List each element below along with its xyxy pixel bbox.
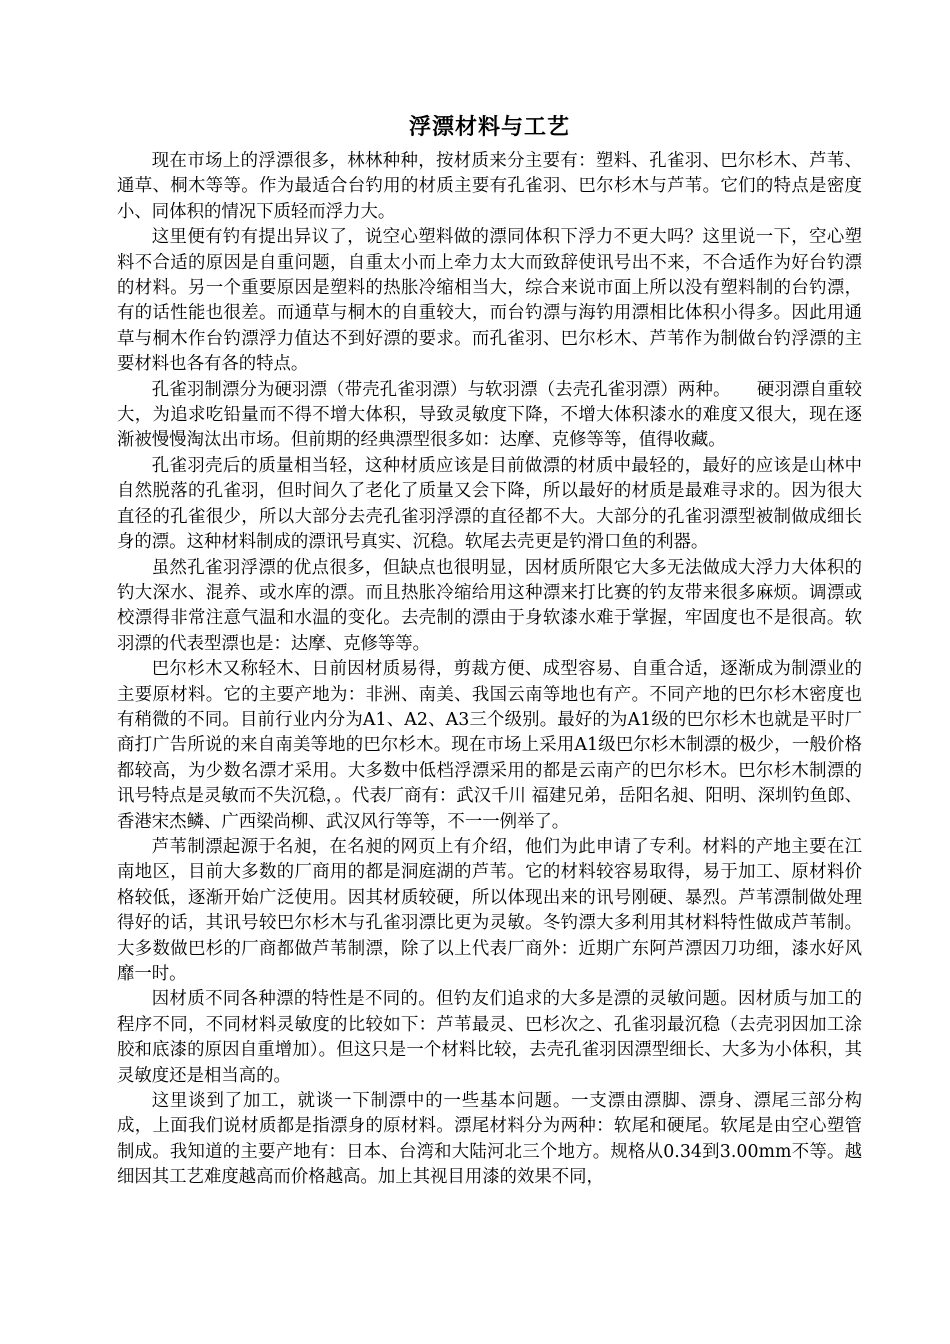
paragraph-8: 因材质不同各种漂的特性是不同的。但钓友们追求的大多是漂的灵敏问题。因材质与加工的程序不同，不同材料灵敏度的比较如下：芦苇最灵、巴杉次之、孔雀羽最沉稳（去壳羽因加工涂胶和底漆的原因自重增加）。但这只是一个材料比较，去壳孔雀羽因漂型细长、大多为小体积，其灵敏度还是相当高的。 [117,989,862,1086]
paragraph-9: 这里谈到了加工，就谈一下制漂中的一些基本问题。一支漂由漂脚、漂身、漂尾三部分构成，上面我们说材质都是指漂身的原材料。漂尾材料分为两种：软尾和硬尾。软尾是由空心塑管制成。我知道的主要产地有：日本、台湾和大陆河北三个地方。规格从0.34到3.00mm不等。越细因其工艺难度越高而价格越高。加上其视目用漆的效果不同， [117,1091,862,1188]
document-title: 浮漂材料与工艺 [408,115,570,140]
paragraph-4: 孔雀羽壳后的质量相当轻，这种材质应该是目前做漂的材质中最轻的，最好的应该是山林中自然脱落的孔雀羽，但时间久了老化了质量又会下降，所以最好的材质是最难寻求的。因为很大直径的孔雀很少，所以大部分去壳孔雀羽浮漂的直径都不大。大部分的孔雀羽漂型被制做成细长身的漂。这种材料制成的漂讯号真实、沉稳。软尾去壳更是钓滑口鱼的利器。 [117,455,862,553]
paragraph-1: 现在市场上的浮漂很多，林林种种，按材质来分主要有：塑料、孔雀羽、巴尔杉木、芦苇、通草、桐木等等。作为最适合台钓用的材质主要有孔雀羽、巴尔杉木与芦苇。它们的特点是密度小、同体积的情况下质轻而浮力大。 [117,151,862,222]
document-page [117,100,862,1191]
paragraph-7: 芦苇制漂起源于名昶，在名昶的网页上有介绍，他们为此申请了专利。材料的产地主要在江南地区，目前大多数的厂商用的都是洞庭湖的芦苇。它的材料较容易取得，易于加工、原材料价格较低，逐渐开始广泛使用。因其材质较硬，所以体现出来的讯号刚硬、暴烈。芦苇漂制做处理得好的话，其讯号较巴尔杉木与孔雀羽漂比更为灵敏。冬钓漂大多利用其材料特性做成芦苇制。大多数做巴杉的厂商都做芦苇制漂，除了以上代表厂商外：近期广东阿芦漂因刀功细，漆水好风靡一时。 [117,836,862,984]
paragraph-3: 孔雀羽制漂分为硬羽漂（带壳孔雀羽漂）与软羽漂（去壳孔雀羽漂）两种。 硬羽漂自重较大，为追求吃铅量而不得不增大体积，导致灵敏度下降，不增大体积漆水的难度又很大，现在逐渐被慢慢淘汰出市场。但前期的经典漂型很多如：达摩、克修等等，值得收藏。 [117,379,862,451]
paragraph-2: 这里便有钓有提出异议了，说空心塑料做的漂同体积下浮力不更大吗？这里说一下，空心塑料不合适的原因是自重问题，自重太小而上牵力太大而致辞使讯号出不来，不合适作为好台钓漂的材料。另一个重要原因是塑料的热胀冷缩相当大，综合来说市面上所以没有塑料制的台钓漂，有的话性能也很差。而通草与桐木的自重较大，而台钓漂与海钓用漂相比体积小得多。因此用通草与桐木作台钓漂浮力值达不到好漂的要求。而孔雀羽、巴尔杉木、芦苇作为制做台钓浮漂的主要材料也各有各的特点。 [117,227,862,375]
paragraph-6: 巴尔杉木又称轻木、日前因材质易得，剪裁方便、成型容易、自重合适，逐渐成为制漂业的主要原材料。它的主要产地为：非洲、南美、我国云南等地也有产。不同产地的巴尔杉木密度也有稍微的不同。目前行业内分为A1、A2、A3三个级别。最好的为A1级的巴尔杉木也就是平时厂商打广告所说的来自南美等地的巴尔杉木。现在市场上采用A1级巴尔杉木制漂的极少，一般价格都较高，为少数名漂才采用。大多数中低档浮漂采用的都是云南产的巴尔杉木。巴尔杉木制漂的讯号特点是灵敏而不失沉稳，。代表厂商有：武汉千川 福建兄弟，岳阳名昶、阳明、深圳钓鱼郎、香港宋杰鳞、广西梁尚柳、武汉风行等等，不一一例举了。 [117,659,862,832]
paragraph-5: 虽然孔雀羽浮漂的优点很多，但缺点也很明显，因材质所限它大多无法做成大浮力大体积的钓大深水、混养、或水库的漂。而且热胀冷缩给用这种漂来打比赛的钓友带来很多麻烦。调漂或校漂得非常注意气温和水温的变化。去壳制的漂由于身软漆水难于掌握，牢固度也不是很高。软羽漂的代表型漂也是：达摩、克修等等。 [117,557,862,654]
